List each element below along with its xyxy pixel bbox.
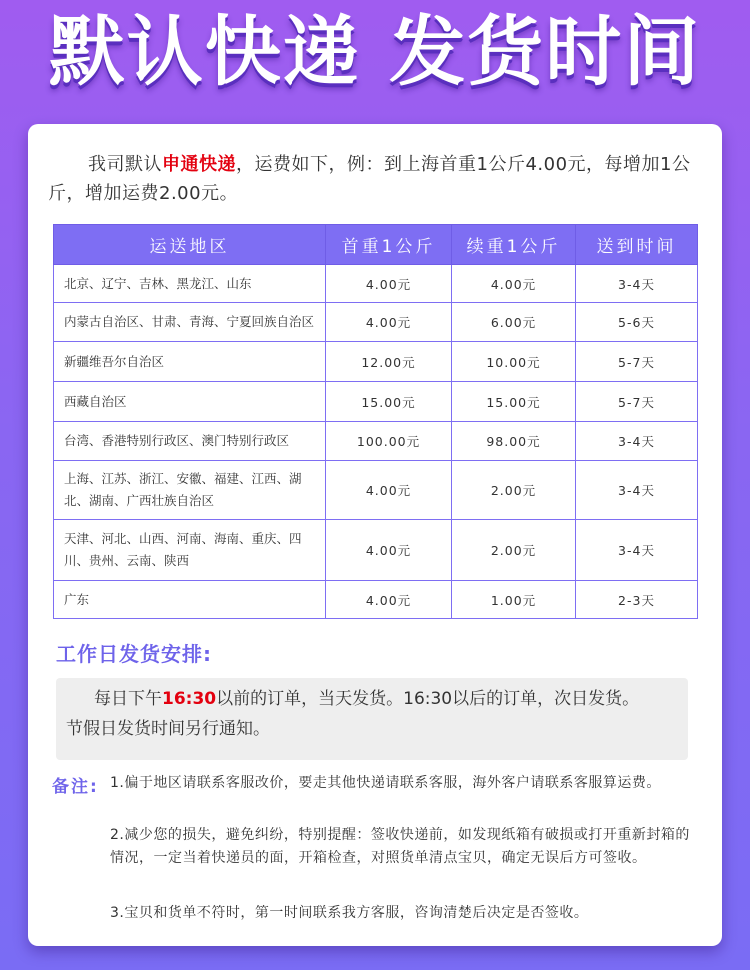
header-first-weight: 首重1公斤 xyxy=(326,225,452,265)
additional-weight-cell: 98.00元 xyxy=(452,422,576,461)
table-row xyxy=(54,461,698,520)
table-row xyxy=(54,342,698,382)
delivery-time-cell: 3-4天 xyxy=(576,265,698,303)
shipping-line-1 xyxy=(66,684,678,714)
cutoff-time: 16:30 xyxy=(162,689,217,709)
additional-weight-cell: 4.00元 xyxy=(452,265,576,303)
note-item: 3.宝贝和货单不符时，第一时间联系我方客服，咨询清楚后决定是否签收。 xyxy=(110,905,589,921)
shipping-rate-table xyxy=(53,224,698,619)
note-item: 2.减少您的损失，避免纠纷，特别提醒：签收快递前，如发现纸箱有破损或打开重新封箱的情况，一定当着快递员的面，开箱检查，对照货单清点宝贝，确定无误后方可签收。 xyxy=(110,827,690,866)
intro-paragraph xyxy=(48,150,702,208)
first-weight-cell: 4.00元 xyxy=(326,303,452,342)
additional-weight-cell: 6.00元 xyxy=(452,303,576,342)
table-row xyxy=(54,382,698,422)
delivery-time-cell: 2-3天 xyxy=(576,581,698,619)
shipping-text-before: 每日下午 xyxy=(94,689,162,709)
first-weight-cell: 4.00元 xyxy=(326,265,452,303)
intro-text-after: ，运费如下，例：到上海首重1公斤4.00元，每增加1公斤，增加运费2.00元。 xyxy=(48,154,691,204)
region-cell: 西藏自治区 xyxy=(54,382,326,422)
intro-text-before: 我司默认 xyxy=(88,154,162,175)
courier-name: 申通快递 xyxy=(162,154,236,175)
table-header-row xyxy=(54,225,698,265)
region-cell: 北京、辽宁、吉林、黑龙江、山东 xyxy=(54,265,326,303)
page-title: 默认快递 发货时间 xyxy=(48,7,702,96)
table-row xyxy=(54,265,698,303)
delivery-time-cell: 3-4天 xyxy=(576,422,698,461)
first-weight-cell: 12.00元 xyxy=(326,342,452,382)
first-weight-cell: 4.00元 xyxy=(326,520,452,581)
shipping-line-2: 节假日发货时间另行通知。 xyxy=(66,719,270,739)
first-weight-cell: 4.00元 xyxy=(326,461,452,520)
first-weight-cell: 15.00元 xyxy=(326,382,452,422)
delivery-time-cell: 5-7天 xyxy=(576,342,698,382)
delivery-time-cell: 3-4天 xyxy=(576,461,698,520)
region-cell: 广东 xyxy=(54,581,326,619)
region-cell: 新疆维吾尔自治区 xyxy=(54,342,326,382)
shipping-info-card xyxy=(28,124,722,946)
region-cell: 上海、江苏、浙江、安徽、福建、江西、湖北、湖南、广西壮族自治区 xyxy=(54,461,326,520)
additional-weight-cell: 2.00元 xyxy=(452,461,576,520)
shipping-schedule-title: 工作日发货安排: xyxy=(56,642,212,666)
region-cell: 天津、河北、山西、河南、海南、重庆、四川、贵州、云南、陕西 xyxy=(54,520,326,581)
header-region: 运送地区 xyxy=(54,225,326,265)
header-additional-weight: 续重1公斤 xyxy=(452,225,576,265)
additional-weight-cell: 1.00元 xyxy=(452,581,576,619)
shipping-schedule-box xyxy=(56,678,688,760)
delivery-time-cell: 5-6天 xyxy=(576,303,698,342)
table-row xyxy=(54,520,698,581)
additional-weight-cell: 15.00元 xyxy=(452,382,576,422)
first-weight-cell: 4.00元 xyxy=(326,581,452,619)
notes-label: 备注: xyxy=(52,777,99,797)
table-row xyxy=(54,303,698,342)
header-delivery-time: 送到时间 xyxy=(576,225,698,265)
delivery-time-cell: 3-4天 xyxy=(576,520,698,581)
region-cell: 内蒙古自治区、甘肃、青海、宁夏回族自治区 xyxy=(54,303,326,342)
shipping-text-after: 以前的订单，当天发货。16:30以后的订单，次日发货。 xyxy=(216,689,640,709)
additional-weight-cell: 10.00元 xyxy=(452,342,576,382)
table-row xyxy=(54,422,698,461)
first-weight-cell: 100.00元 xyxy=(326,422,452,461)
note-item: 1.偏于地区请联系客服改价，要走其他快递请联系客服，海外客户请联系客服算运费。 xyxy=(110,775,661,791)
additional-weight-cell: 2.00元 xyxy=(452,520,576,581)
delivery-time-cell: 5-7天 xyxy=(576,382,698,422)
table-row xyxy=(54,581,698,619)
region-cell: 台湾、香港特别行政区、澳门特别行政区 xyxy=(54,422,326,461)
